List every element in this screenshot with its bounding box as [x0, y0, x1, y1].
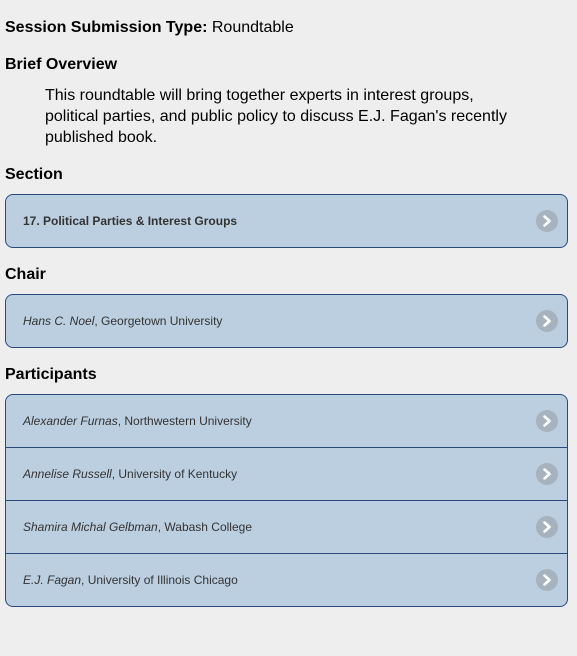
chair-list: [5, 294, 568, 348]
participants-list: [5, 394, 568, 607]
section-item-label: 17. Political Parties & Interest Groups: [23, 214, 238, 228]
participants-heading: Participants: [5, 366, 97, 383]
chevron-right-icon: [536, 410, 558, 432]
participant-item[interactable]: [6, 553, 567, 606]
person-entry: [23, 520, 252, 534]
chair-heading: Chair: [5, 266, 46, 283]
session-detail: [5, 0, 568, 607]
section-heading: Section: [5, 166, 63, 183]
participant-item[interactable]: [6, 395, 567, 447]
section-list: [5, 194, 568, 248]
person-affiliation: , University of Illinois Chicago: [81, 573, 238, 587]
chair-item[interactable]: [6, 295, 567, 347]
person-name: Hans C. Noel: [23, 314, 95, 328]
participant-item[interactable]: [6, 500, 567, 553]
participant-item[interactable]: [6, 447, 567, 500]
session-type-label: Session Submission Type:: [5, 19, 208, 36]
person-name: Annelise Russell: [23, 467, 112, 481]
chevron-right-icon: [536, 569, 558, 591]
chevron-right-icon: [536, 463, 558, 485]
section-item[interactable]: [6, 195, 567, 247]
person-entry: [23, 467, 237, 481]
chevron-right-icon: [536, 210, 558, 232]
person-entry: [23, 414, 252, 428]
session-type-value: Roundtable: [211, 19, 294, 36]
person-affiliation: , University of Kentucky: [111, 467, 238, 481]
person-affiliation: , Georgetown University: [94, 314, 223, 328]
person-entry: [23, 573, 238, 587]
overview-heading: Brief Overview: [5, 56, 118, 73]
session-type-line: [5, 18, 568, 38]
chevron-right-icon: [536, 516, 558, 538]
chevron-right-icon: [536, 310, 558, 332]
person-affiliation: , Wabash College: [157, 520, 252, 534]
person-name: Shamira Michal Gelbman: [23, 520, 158, 534]
person-entry: [23, 314, 222, 328]
overview-text: This roundtable will bring together experts in interest groups, political parties, and public policy to discuss E.J. Fagan's recently published book.: [45, 87, 507, 146]
person-name: E.J. Fagan: [23, 573, 82, 587]
person-affiliation: , Northwestern University: [117, 414, 252, 428]
person-name: Alexander Furnas: [23, 414, 118, 428]
